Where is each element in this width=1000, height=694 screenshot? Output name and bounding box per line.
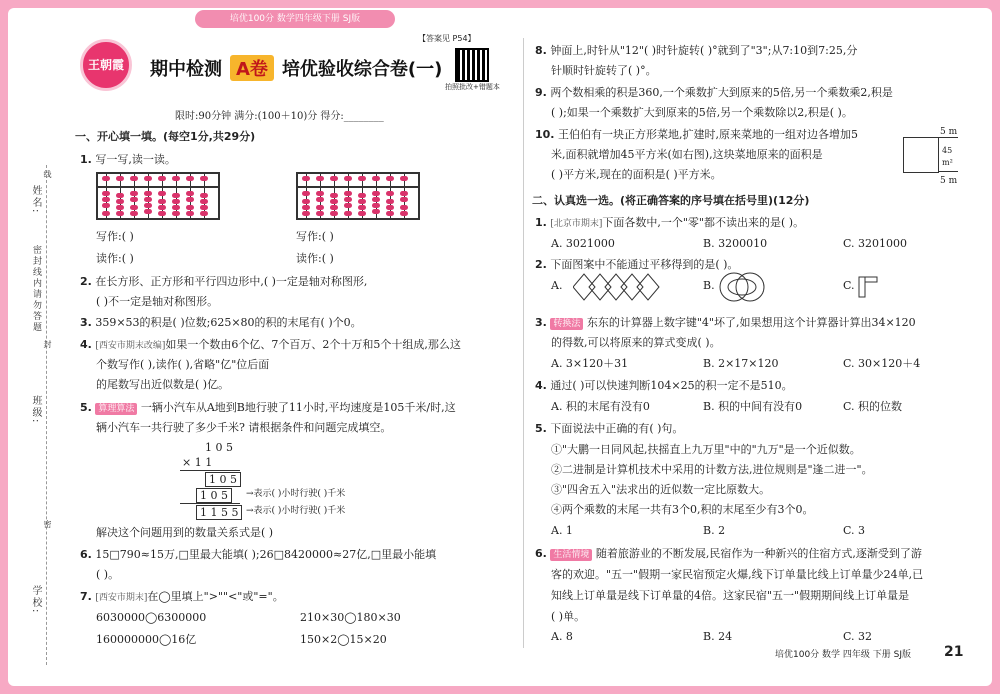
s2q5-text: 下面说法中正确的有( )句。 — [550, 422, 684, 435]
s2q5-stmt-4: ④两个乘数的末尾一共有3个0,积的末尾至少有3个0。 — [551, 503, 814, 516]
q3-text: 359×53的积是( )位数;625×80的积的末尾有( )个0。 — [95, 316, 362, 329]
calc-rule-1 — [180, 470, 240, 471]
abacus-bead — [186, 211, 194, 216]
abacus-bead — [186, 197, 194, 202]
abacus-bead — [400, 191, 408, 196]
abacus-bead — [386, 199, 394, 204]
q1-num: 1. — [80, 153, 92, 166]
s2q3-num: 3. — [535, 316, 547, 329]
abacus-bead — [330, 193, 338, 198]
calc-row-3: 1 0 5 — [205, 472, 241, 487]
q7-item-4: 150×2◯15×20 — [300, 633, 387, 646]
abacus-bead — [130, 191, 138, 196]
calc-label-2: →表示( )小时行驶( )千米 — [246, 506, 346, 516]
abacus-bead — [372, 209, 380, 214]
q10-fig-unit: m² — [942, 158, 953, 167]
class-label: 班级: — [30, 395, 41, 425]
q10-line1 — [535, 128, 858, 141]
q7-item-1: 6030000◯6300000 — [96, 611, 207, 624]
s2q4 — [535, 379, 793, 392]
q1-write-1[interactable]: 写作:( ) — [96, 230, 134, 243]
calc-row-2: × 1 1 — [182, 456, 213, 469]
abacus-bead — [302, 191, 310, 196]
s2q1-opt-b[interactable]: B. 3200010 — [703, 237, 768, 250]
seal-mark-line: 线 — [43, 170, 52, 180]
seal-line — [46, 165, 47, 665]
abacus-bead — [172, 193, 180, 198]
page-title — [150, 55, 442, 81]
q10-line3: ( )平方米,现在的面积是( )平方米。 — [551, 168, 722, 181]
abacus-bead — [358, 193, 366, 198]
q3-num: 3. — [80, 316, 92, 329]
q4-source: [西安市期末改编] — [95, 341, 166, 351]
abacus-bead — [158, 199, 166, 204]
abacus-bead — [158, 176, 166, 181]
abacus-bead — [316, 205, 324, 210]
abacus-bead — [400, 211, 408, 216]
abacus-bead — [372, 176, 380, 181]
q8-line1 — [535, 44, 857, 57]
q10-line2: 米,面积就增加45平方米(如右图),这块菜地原来的面积是 — [551, 148, 823, 161]
s2q5-num: 5. — [535, 422, 547, 435]
q1 — [80, 153, 176, 166]
s2q2-num: 2. — [535, 258, 547, 271]
abacus-bead — [186, 176, 194, 181]
q6-line1 — [80, 548, 436, 561]
q4-num: 4. — [80, 338, 92, 351]
s2q5-stmt-1: ①"大鹏一日同风起,扶摇直上九万里"中的"九万"是一个近似数。 — [551, 443, 861, 456]
q9-line2: ( );如果一个乘数扩大到原来的5倍,另一个乘数除以2,积是( )。 — [551, 106, 853, 119]
abacus-bead — [116, 205, 124, 210]
abacus-bead — [386, 176, 394, 181]
s2q6-num: 6. — [535, 547, 547, 560]
s2q1-source: [北京市期末] — [550, 219, 603, 229]
abacus-bead — [116, 211, 124, 216]
s2q6-line1 — [535, 547, 922, 561]
abacus-bead — [400, 205, 408, 210]
abacus-bead — [102, 191, 110, 196]
calc-rule-2 — [180, 503, 240, 504]
abacus-bead — [158, 191, 166, 196]
abacus-bead — [200, 211, 208, 216]
q5-relation: 解决这个问题用到的数量关系式是( ) — [96, 526, 274, 539]
q2-line2: ( )不一定是轴对称图形。 — [96, 295, 219, 308]
q7-text: 在◯里填上">""<"或"="。 — [147, 590, 284, 603]
abacus-bead — [130, 205, 138, 210]
s2q3-opt-a[interactable]: A. 3×120＋31 — [551, 357, 629, 370]
column-divider — [523, 38, 524, 648]
q4-text1: 如果一个数由6个亿、7个百万、2个十万和5个十组成,那么这 — [165, 338, 461, 351]
q5-text1: 一辆小汽车从A地到B地行驶了11小时,平均速度是105千米/时,这 — [140, 401, 456, 414]
s2q2-text: 下面图案中不能通过平移得到的是( )。 — [550, 258, 739, 271]
seal-mark-seal: 封 — [43, 340, 52, 350]
qr-code-icon[interactable] — [455, 48, 489, 82]
s2q3-line2: 的得数,可以将原来的算式变成( )。 — [551, 336, 721, 349]
abacus-bead — [330, 199, 338, 204]
s2q4-text: 通过( )可以快速判断104×25的积一定不是510。 — [550, 379, 793, 392]
s2q5-opt-a[interactable]: A. 1 — [551, 524, 573, 537]
s2q6-line3: 知线上订单量是线下订单量的4倍。这家民宿"五一"假期期间线上订单量是 — [551, 589, 910, 602]
q5-num: 5. — [80, 401, 92, 414]
abacus-bead — [316, 197, 324, 202]
abacus-bead — [358, 176, 366, 181]
abacus-bead — [372, 191, 380, 196]
page-number: 21 — [944, 644, 964, 660]
abacus-bead — [302, 205, 310, 210]
q4-line3: 的尾数写出近似数是( )亿。 — [96, 378, 230, 391]
s2q2-opt-c[interactable]: C. — [843, 279, 855, 292]
s2q5-stmt-2: ②二进制是计算机技术中采用的计数方法,进位规则是"逢二进一"。 — [551, 463, 873, 476]
s2q3-opt-b[interactable]: B. 2×17×120 — [703, 357, 779, 370]
abacus-bead — [200, 193, 208, 198]
q10-figure — [903, 137, 939, 173]
abacus-bead — [186, 191, 194, 196]
abacus-bead — [116, 193, 124, 198]
s2q6-opt-c[interactable]: C. 32 — [843, 630, 873, 643]
calc-row-4: 1 0 5 — [196, 488, 232, 503]
abacus-bead — [358, 205, 366, 210]
abacus-bead — [102, 203, 110, 208]
q7-num: 7. — [80, 590, 92, 603]
school-label: 学校: — [30, 585, 41, 615]
s2q6-tag: 生活情境 — [550, 549, 592, 561]
abacus-bead — [172, 205, 180, 210]
diamonds-figure — [573, 272, 683, 302]
qr-caption: 拍照批改+错题本 — [445, 83, 500, 91]
q7-source: [西安市期末] — [95, 593, 148, 603]
name-label: 姓名: — [30, 185, 41, 215]
abacus-bead — [144, 203, 152, 208]
abacus-bead — [158, 205, 166, 210]
abacus-bead — [172, 211, 180, 216]
binding-notice: 密封线内请勿答题 — [31, 245, 41, 333]
q6-text: 15□790≈15万,□里最大能填( );26□8420000≈27亿,□里最小能填 — [95, 548, 437, 561]
s2q6-text1: 随着旅游业的不断发展,民宿作为一种新兴的住宿方式,逐渐受到了游 — [595, 547, 922, 560]
abacus-bead — [344, 197, 352, 202]
q3 — [80, 316, 362, 329]
q7-item-3: 160000000◯16亿 — [96, 633, 197, 646]
brand-logo: 王朝霞 — [80, 39, 132, 91]
s2q6-opt-a[interactable]: A. 8 — [551, 630, 573, 643]
q10-fig-mid-label: 45 — [942, 146, 953, 155]
answer-reference: 【答案见 P54】 — [418, 34, 476, 43]
calc-row-5: 1 1 5 5 — [196, 505, 242, 520]
header-strip: 培优100分 数学四年级下册 SJ版 — [195, 10, 395, 28]
section-2-heading: 二、认真选一选。(将正确答案的序号填在括号里)(12分) — [532, 194, 810, 207]
q10-fig-bot-label: 5 m — [940, 176, 958, 186]
abacus-bead — [358, 199, 366, 204]
q9-line1 — [535, 86, 893, 99]
abacus-bead — [102, 197, 110, 202]
binding-margin — [18, 30, 68, 670]
calc-label-1: →表示( )小时行驶( )千米 — [246, 489, 346, 499]
title-area — [80, 35, 510, 103]
s2q6-line4: ( )单。 — [551, 610, 586, 623]
abacus-bead — [186, 205, 194, 210]
abacus-bead — [116, 176, 124, 181]
abacus-bead — [344, 211, 352, 216]
abacus-1 — [96, 172, 220, 220]
q8-line2: 针顺时针旋转了( )°。 — [551, 64, 657, 77]
abacus-bead — [372, 197, 380, 202]
calc-row-1: 1 0 5 — [205, 441, 233, 454]
abacus-bead — [200, 205, 208, 210]
s2q4-opt-c[interactable]: C. 积的位数 — [843, 400, 903, 413]
q8-num: 8. — [535, 44, 547, 57]
s2q2 — [535, 258, 738, 271]
l-shape-figure — [858, 276, 878, 298]
q2-num: 2. — [80, 275, 92, 288]
abacus-bead — [144, 209, 152, 214]
abacus-bead — [344, 191, 352, 196]
q9-text1: 两个数相乘的积是360,一个乘数扩大到原来的5倍,另一个乘数乘2,积是 — [550, 86, 893, 99]
abacus-bead — [330, 205, 338, 210]
q5-line2: 辆小汽车一共行驶了多少千米? 请根据条件和问题完成填空。 — [96, 421, 392, 434]
abacus-bead — [200, 176, 208, 181]
s2q5-opt-c[interactable]: C. 3 — [843, 524, 866, 537]
abacus-bead — [344, 176, 352, 181]
s2q1-num: 1. — [535, 216, 547, 229]
s2q1-opt-a[interactable]: A. 3021000 — [551, 237, 615, 250]
s2q6-line2: 客的欢迎。"五一"假期一家民宿预定火爆,线下订单量比线上订单量少24单,已 — [551, 568, 924, 581]
abacus-bead — [200, 199, 208, 204]
abacus-bead — [102, 211, 110, 216]
s2q1-text: 下面各数中,一个"零"都不读出来的是( )。 — [602, 216, 805, 229]
abacus-2 — [296, 172, 420, 220]
q1-write-2[interactable]: 写作:( ) — [296, 230, 334, 243]
abacus-bead — [302, 176, 310, 181]
q1-text: 写一写,读一读。 — [95, 153, 176, 166]
abacus-bead — [130, 211, 138, 216]
abacus-bead — [102, 176, 110, 181]
q2-text1: 在长方形、正方形和平行四边形中,( )一定是轴对称图形, — [95, 275, 368, 288]
abacus-bead — [144, 176, 152, 181]
seal-mark-secret: 密 — [43, 520, 52, 530]
s2q2-opt-a[interactable]: A. — [551, 279, 563, 292]
abacus-bead — [358, 211, 366, 216]
s2q3-tag: 转换法 — [550, 318, 583, 330]
abacus-bead — [130, 197, 138, 202]
abacus-bead — [330, 176, 338, 181]
q8-text1: 钟面上,时针从"12"( )时针旋转( )°就到了"3";从7:10到7:25,分 — [550, 44, 858, 57]
s2q4-num: 4. — [535, 379, 547, 392]
s2q1-opt-c[interactable]: C. 3201000 — [843, 237, 908, 250]
q10-fig-ext-bot — [938, 171, 958, 172]
q9-num: 9. — [535, 86, 547, 99]
q4-line2: 个数写作( ),读作( ),省略"亿"位后面 — [96, 358, 270, 371]
q5-line1 — [80, 401, 456, 415]
q10-num: 10. — [535, 128, 555, 141]
abacus-bead — [144, 191, 152, 196]
footer-text: 培优100分 数学 四年级 下册 SJ版 — [775, 650, 911, 660]
q6-line2: ( )。 — [96, 568, 120, 581]
s2q3-opt-c[interactable]: C. 30×120＋4 — [843, 357, 921, 370]
q10-text1: 王伯伯有一块正方形菜地,扩建时,原来菜地的一组对边各增加5 — [558, 128, 858, 141]
s2q1 — [535, 216, 804, 231]
abacus-bead — [400, 197, 408, 202]
exam-meta: 限时:90分钟 满分:(100＋10)分 得分:________ — [175, 111, 384, 122]
abacus-bead — [172, 176, 180, 181]
s2q3-line1 — [535, 316, 916, 330]
q2-line1 — [80, 275, 367, 288]
s2q5 — [535, 422, 683, 435]
title-right: 培优验收综合卷(一) — [281, 59, 443, 80]
s2q5-stmt-3: ③"四舍五入"法求出的近似数一定比原数大。 — [551, 483, 771, 496]
abacus-bead — [116, 199, 124, 204]
abacus-bead — [316, 211, 324, 216]
abacus-bead — [130, 176, 138, 181]
abacus-bead — [386, 205, 394, 210]
abacus-bead — [330, 211, 338, 216]
q1-read-2[interactable]: 读作:( ) — [296, 252, 334, 265]
s2q3-text1: 东东的计算器上数字键"4"坏了,如果想用这个计算器计算出34×120 — [586, 316, 916, 329]
abacus-bead — [158, 211, 166, 216]
s2q6-opt-b[interactable]: B. 24 — [703, 630, 733, 643]
q7 — [80, 590, 284, 605]
s2q4-opt-b[interactable]: B. 积的中间有没有0 — [703, 400, 803, 413]
abacus-bead — [302, 211, 310, 216]
abacus-bead — [302, 199, 310, 204]
q6-num: 6. — [80, 548, 92, 561]
abacus-bead — [372, 203, 380, 208]
q1-read-1[interactable]: 读作:( ) — [96, 252, 134, 265]
q4-line1 — [80, 338, 461, 353]
abacus-bead — [316, 191, 324, 196]
abacus-bead — [144, 197, 152, 202]
abacus-bead — [386, 191, 394, 196]
q7-item-2: 210×30◯180×30 — [300, 611, 401, 624]
abacus-bead — [316, 176, 324, 181]
section-1-heading: 一、开心填一填。(每空1分,共29分) — [75, 130, 256, 143]
s2q4-opt-a[interactable]: A. 积的末尾有没有0 — [551, 400, 650, 413]
q5-tag: 算理算法 — [95, 403, 137, 415]
abacus-bead — [386, 211, 394, 216]
s2q2-opt-b[interactable]: B. — [703, 279, 715, 292]
s2q5-opt-b[interactable]: B. 2 — [703, 524, 726, 537]
title-left: 期中检测 — [150, 59, 222, 80]
abacus-bead — [344, 203, 352, 208]
abacus-bead — [172, 199, 180, 204]
title-badge: A卷 — [230, 55, 274, 81]
circles-figure — [717, 270, 767, 304]
abacus-bead — [400, 176, 408, 181]
q10-fig-top-label: 5 m — [940, 127, 958, 137]
